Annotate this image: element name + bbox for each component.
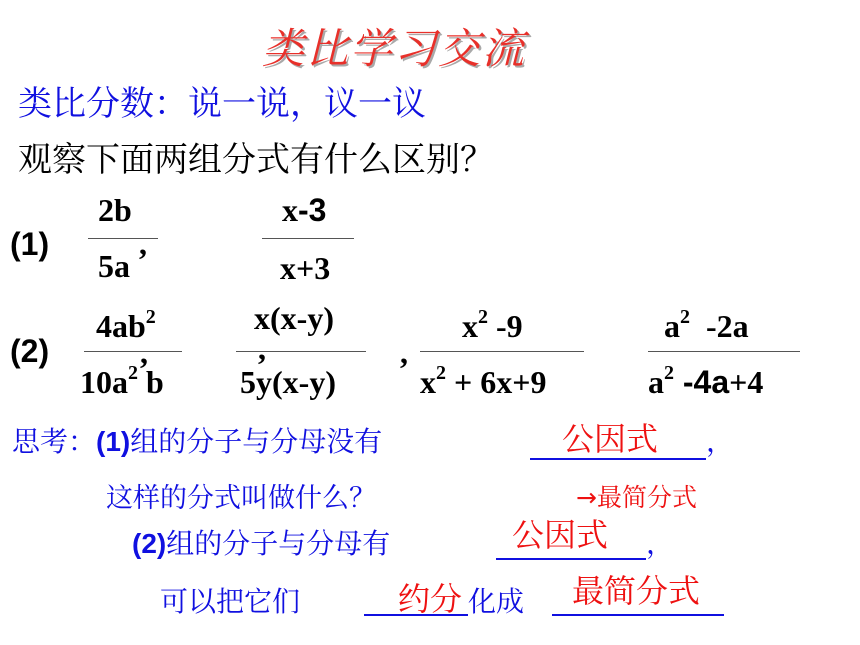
q1-sub-answer: →最简分式 bbox=[576, 483, 697, 512]
g2-f2-numerator: x(x-y) bbox=[254, 300, 334, 336]
g2-f4-bar bbox=[648, 351, 800, 352]
think-q1-sub: 这样的分式叫做什么？ bbox=[106, 483, 376, 514]
g1-f1-bar bbox=[88, 238, 158, 239]
q2-answer: 公因式 bbox=[512, 516, 609, 554]
g1-f2-denominator: x+3 bbox=[280, 250, 331, 286]
g2-f3-denominator: $x^2 + 6x+9$ bbox=[420, 362, 547, 400]
q2-blank3-underline bbox=[552, 614, 724, 616]
g1-f1-separator: , bbox=[139, 225, 147, 261]
g2-f2-separator: , bbox=[258, 330, 266, 366]
g2-f3-bar bbox=[420, 351, 584, 352]
g2-f4-numerator: $a^2$ -2a bbox=[664, 306, 749, 344]
q1-comma: ， bbox=[706, 425, 735, 458]
page-title: 类比学习交流 bbox=[262, 24, 527, 73]
think-q2-line2b: 化成 bbox=[468, 585, 525, 618]
q2-answer2: 约分 bbox=[398, 580, 463, 618]
g2-f1-bar bbox=[84, 351, 182, 352]
think-q1: 思考：(1)组的分子与分母没有 bbox=[12, 425, 383, 458]
group2-label: (2) bbox=[10, 333, 50, 369]
g2-f2-bar bbox=[236, 351, 366, 352]
g2-f1-denominator: $10a^2$ b bbox=[80, 362, 164, 400]
q2-blank-underline bbox=[496, 558, 646, 560]
g2-f1-separator: , bbox=[140, 334, 148, 370]
g2-f3-separator: , bbox=[400, 334, 408, 370]
think-q2: (2)组的分子与分母有 bbox=[132, 527, 391, 560]
q2-comma: ， bbox=[646, 527, 675, 560]
q2-answer3: 最简分式 bbox=[572, 572, 701, 610]
g2-f1-numerator: $4ab^2$ bbox=[96, 306, 156, 344]
g2-f3-numerator: $x^2$ -9 bbox=[462, 306, 523, 344]
g1-f2-numerator: x-3 bbox=[282, 192, 327, 228]
g1-f1-denominator: 5a bbox=[98, 248, 130, 284]
g2-f2-denominator: 5y(x-y) bbox=[240, 364, 336, 400]
intro-line1: 类比分数：说一说，议一议 bbox=[18, 84, 426, 124]
g2-f4-denominator: $a^2$ -4a+4 bbox=[648, 362, 764, 400]
think-q2-line2a: 可以把它们 bbox=[160, 585, 301, 618]
q1-answer: 公因式 bbox=[562, 420, 659, 458]
group1-label: (1) bbox=[10, 226, 50, 262]
g1-f1-numerator: 2b bbox=[98, 192, 132, 228]
intro-line2: 观察下面两组分式有什么区别？ bbox=[18, 140, 494, 180]
g1-f2-bar bbox=[262, 238, 354, 239]
